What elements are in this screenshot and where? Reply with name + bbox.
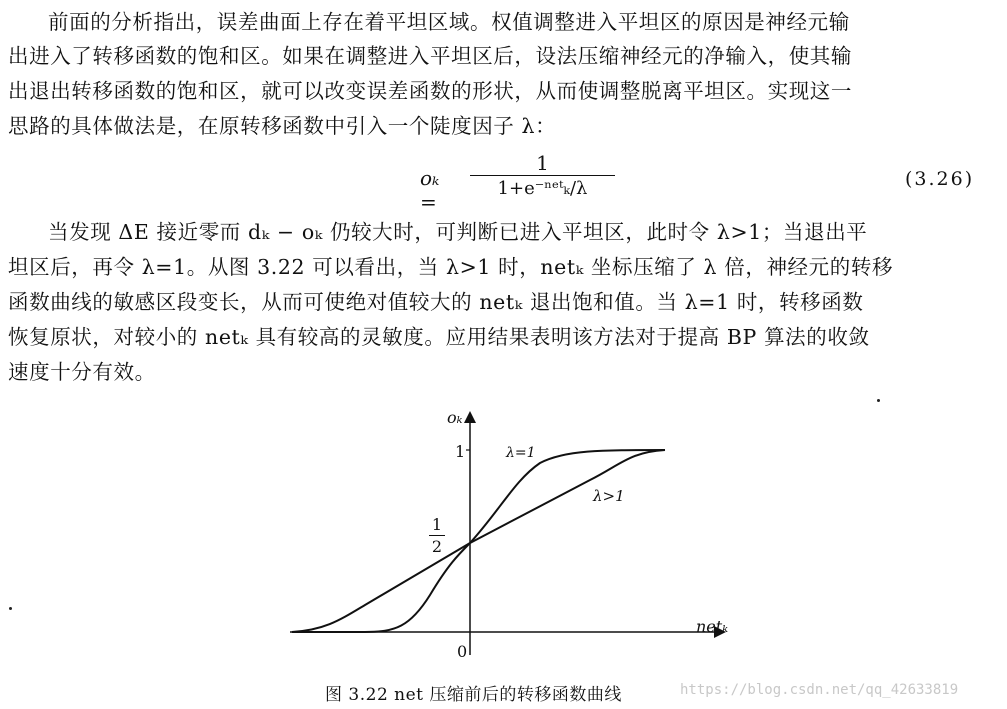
curve1-label: λ=1 — [506, 445, 536, 461]
figure-caption: 图 3.22 net 压缩前后的转移函数曲线 — [325, 685, 622, 705]
paragraph2-line-3: 函数曲线的敏感区段变长，从而可使绝对值较大的 netₖ 退出饱和值。当 λ=1 时，转移函数 — [8, 290, 864, 314]
paragraph2-line-4: 恢复原状，对较小的 netₖ 具有较高的灵敏度。应用结果表明该方法对于提高 BP 算法的收敛 — [8, 325, 870, 349]
equation-lhs: oₖ = — [420, 166, 440, 214]
equation-numerator: 1 — [536, 151, 549, 175]
paragraph1-line-2: 出进入了转移函数的饱和区。如果在调整进入平坦区后，设法压缩神经元的净输入，使其输 — [8, 44, 852, 68]
transfer-function-plot — [270, 405, 740, 665]
x-axis-label: netₖ — [696, 617, 729, 636]
paragraph1-line-3: 出退出转移函数的饱和区，就可以改变误差函数的形状，从而使调整脱离平坦区。实现这一 — [8, 79, 852, 103]
tick-one-label: 1 — [455, 442, 466, 461]
tick-half-denominator: 2 — [431, 537, 443, 556]
figure-3-22 — [270, 405, 740, 665]
watermark: https://blog.csdn.net/qq_42633819 — [680, 682, 959, 698]
curve-lambda-gt-1 — [292, 450, 665, 632]
paragraph2-line-1: 当发现 ΔE 接近零而 dₖ − oₖ 仍较大时，可判断已进入平坦区，此时令 λ>1；当退出平 — [48, 220, 868, 244]
y-axis-label: oₖ — [447, 408, 463, 427]
paragraph2-line-2: 坦区后，再令 λ=1。从图 3.22 可以看出，当 λ>1 时，netₖ 坐标压缩了 λ 倍，神经元的转移 — [8, 255, 894, 279]
equation-fraction — [470, 152, 615, 200]
curve-lambda-1 — [292, 450, 665, 632]
equation-number: (3.26) — [905, 168, 975, 190]
paragraph1-line-1: 前面的分析指出，误差曲面上存在着平坦区域。权值调整进入平坦区的原因是神经元输 — [48, 10, 850, 34]
curve2-label: λ>1 — [593, 487, 625, 505]
origin-label: 0 — [457, 642, 468, 661]
paragraph2-line-5: 速度十分有效。 — [8, 360, 156, 384]
tick-half-bar — [429, 535, 445, 536]
tick-half-numerator: 1 — [431, 515, 443, 534]
scan-speck — [9, 607, 12, 610]
equation-denominator: 1+e⁻ⁿᵉᵗₖ/λ — [497, 178, 588, 199]
scan-speck — [877, 399, 880, 402]
fraction-bar — [470, 175, 615, 176]
paragraph1-line-4: 思路的具体做法是，在原转移函数中引入一个陡度因子 λ： — [8, 114, 557, 138]
